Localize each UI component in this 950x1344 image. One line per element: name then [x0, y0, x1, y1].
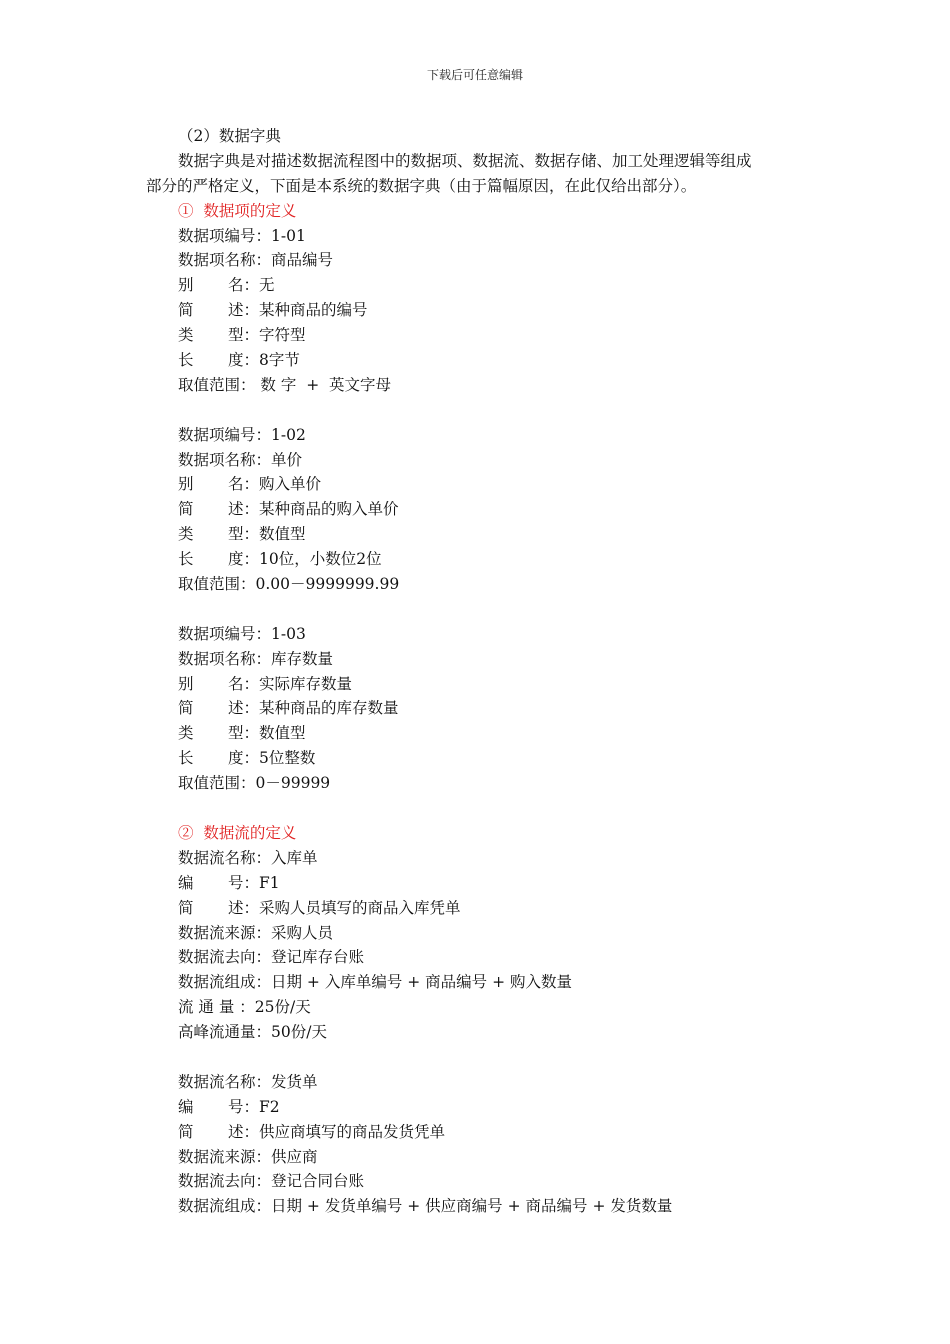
intro-paragraph: 数据字典是对描述数据流程图中的数据项、数据流、数据存储、加工处理逻辑等组成: [178, 151, 752, 170]
data-flow-line: 数据流去向：登记库存台账: [178, 948, 365, 967]
data-flow-line: 数据流组成：日期 + 入库单编号 + 商品编号 + 购入数量: [178, 973, 573, 992]
data-item-line: 数据项编号：1-03: [178, 624, 306, 643]
data-flow-line: 数据流来源：供应商: [178, 1147, 318, 1166]
data-item-line: 简 述：某种商品的购入单价: [178, 500, 399, 519]
data-item-block: [146, 423, 826, 597]
data-item-line: 简 述：某种商品的编号: [178, 301, 368, 320]
data-flow-line: 流 通 量 ：25份/天: [178, 998, 311, 1017]
data-item-line: 长 度：10位，小数位2位: [178, 550, 382, 569]
data-item-block: [146, 622, 826, 796]
data-flow-line: 数据流组成：日期 + 发货单编号 + 供应商编号 + 商品编号 + 发货数量: [178, 1197, 673, 1216]
data-flow-line: 数据流去向：登记合同台账: [178, 1172, 365, 1191]
data-item-line: 数据项编号：1-01: [178, 226, 306, 245]
data-flow-line: 编 号：F1: [178, 873, 280, 892]
data-flow-block: [146, 1070, 826, 1219]
document-body: [146, 124, 826, 1219]
data-item-line: 数据项名称：商品编号: [178, 251, 334, 270]
spacer: [146, 1045, 826, 1070]
data-item-block: [146, 224, 826, 398]
data-item-line: 长 度：5位整数: [178, 749, 316, 768]
intro-paragraph-continued: 部分的严格定义，下面是本系统的数据字典（由于篇幅原因，在此仅给出部分）。: [146, 176, 697, 195]
data-item-line: 取值范围： 数 字 + 英文字母: [178, 375, 392, 394]
data-item-line: 别 名：无: [178, 276, 275, 295]
data-item-line: 取值范围：0－99999: [178, 774, 331, 793]
data-flow-line: 编 号：F2: [178, 1097, 280, 1116]
data-item-line: 别 名：购入单价: [178, 475, 321, 494]
data-item-line: 别 名：实际库存数量: [178, 674, 352, 693]
part1-title: ① 数据项的定义: [178, 201, 297, 220]
page-header: 下载后可任意编辑: [426, 68, 523, 82]
data-flow-line: 数据流来源：采购人员: [178, 923, 334, 942]
data-item-line: 长 度：8字节: [178, 351, 300, 370]
spacer: [146, 796, 826, 821]
section-title: （2）数据字典: [178, 127, 281, 145]
data-flow-line: 简 述：采购人员填写的商品入库凭单: [178, 898, 461, 917]
data-flow-line: 高峰流通量：50份/天: [178, 1023, 327, 1042]
data-item-line: 类 型：数值型: [178, 724, 306, 743]
data-item-line: 简 述：某种商品的库存数量: [178, 699, 399, 718]
spacer: [146, 597, 826, 622]
data-item-line: 数据项名称：库存数量: [178, 649, 334, 668]
data-item-line: 数据项编号：1-02: [178, 425, 306, 444]
data-flow-line: 数据流名称：入库单: [178, 848, 318, 867]
part2-title: ② 数据流的定义: [178, 823, 297, 842]
data-item-line: 取值范围：0.00－9999999.99: [178, 575, 400, 594]
data-flow-block: [146, 846, 826, 1045]
data-item-line: 类 型：数值型: [178, 525, 306, 544]
data-item-line: 数据项名称：单价: [178, 450, 303, 469]
data-flow-line: 简 述：供应商填写的商品发货凭单: [178, 1122, 445, 1141]
spacer: [146, 398, 826, 423]
data-flow-line: 数据流名称：发货单: [178, 1072, 318, 1091]
data-item-line: 类 型：字符型: [178, 326, 306, 345]
